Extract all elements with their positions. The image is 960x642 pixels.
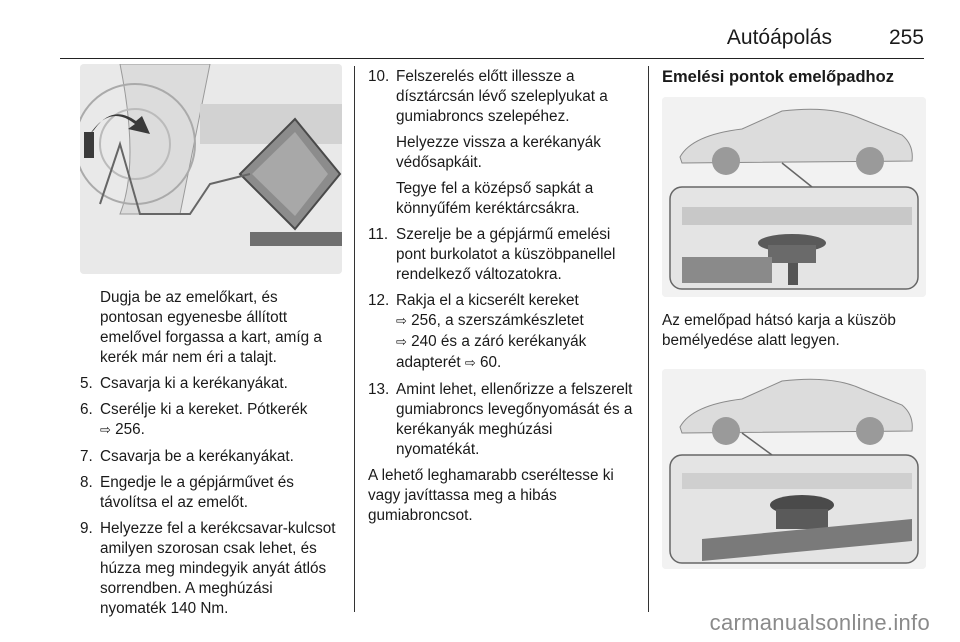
- step-text: Rakja el a kicserélt kereket: [396, 292, 579, 309]
- list-item: [80, 519, 342, 619]
- step-text: Cserélje ki a kereket. Pótkerék: [100, 401, 308, 418]
- step-text: Szerelje be a gépjármű emelési pont burkolatot a küszöbpanellel rendelkező változatokra.: [396, 226, 616, 283]
- closing-paragraph: A lehető leghamarabb cseréltesse ki vagy javíttassa meg a hibás gumiabroncsot.: [368, 467, 614, 524]
- column-divider-left: [354, 66, 355, 612]
- step-text: Amint lehet, ellenőrizze a felszerelt gumiabroncs levegőnyomását és a kerékanyák meghúzási nyomatékát.: [396, 381, 633, 458]
- step-text: Helyezze fel a kerékcsavar-kulcsot amilyen szorosan csak lehet, és húzza meg mindegyik anyát átlós sorrendben. A meghúzási nyomaték 140 Nm.: [100, 520, 336, 617]
- step-subtext: Tegye fel a középső sapkát a könnyűfém keréktárcsákra.: [396, 180, 594, 217]
- front-lift-point-illustration: [662, 97, 926, 297]
- figure-caption: Az emelőpad hátsó karja a küszöb bemélyedése alatt legyen.: [662, 312, 896, 349]
- cross-ref-arrow-icon: ⇨: [396, 335, 407, 350]
- cross-ref-arrow-icon: ⇨: [464, 356, 476, 371]
- step-number: 9.: [80, 520, 93, 537]
- steps-list-2: [368, 67, 638, 127]
- column-2: [368, 67, 638, 526]
- step-text: Csavarja ki a kerékanyákat.: [100, 375, 288, 392]
- step-number: 11.: [368, 226, 389, 243]
- list-item: [80, 473, 342, 513]
- column-divider-right: [648, 66, 649, 612]
- section-heading: Emelési pontok emelőpadhoz: [662, 68, 894, 86]
- list-item: [80, 447, 342, 467]
- list-item: [80, 400, 342, 441]
- step-number: 6.: [80, 401, 93, 418]
- list-item: [368, 291, 638, 374]
- step-number: 12.: [368, 292, 390, 309]
- step-number: 13.: [368, 381, 390, 398]
- steps-list-1: [80, 374, 342, 619]
- steps-list-3: [368, 225, 638, 460]
- cross-ref-arrow-icon: ⇨: [396, 314, 407, 329]
- page-reference: 240 és a záró kerékanyák adapterét: [396, 333, 587, 371]
- jack-lifting-illustration: [80, 64, 342, 274]
- list-item: [80, 374, 342, 394]
- step-number: 8.: [80, 474, 93, 491]
- step-number: 5.: [80, 375, 93, 392]
- column-3: [662, 67, 926, 569]
- list-item: [368, 380, 638, 460]
- step-text: Engedje le a gépjárművet és távolítsa el az emelőt.: [100, 474, 294, 511]
- step-text: Felszerelés előtt illessze a dísztárcsán lévő szeleplyukat a gumiabroncs szelepéhez.: [396, 68, 608, 125]
- rear-lift-point-illustration: [662, 369, 926, 569]
- cross-ref-arrow-icon: ⇨: [100, 423, 111, 438]
- jack-intro-text: Dugja be az emelőkart, és pontosan egyenesbe állított emelővel forgassa a kart, amíg a kerék már nem éri a talajt.: [100, 289, 322, 366]
- step-number: 7.: [80, 448, 93, 465]
- step-text: Csavarja be a kerékanyákat.: [100, 448, 294, 465]
- page-reference: 256, a szerszámkészletet: [411, 312, 584, 329]
- step-number: 10.: [368, 68, 390, 85]
- page-header: [60, 24, 924, 59]
- page-reference: 256.: [115, 421, 145, 438]
- page-number: 255: [888, 26, 924, 49]
- step-subtext: Helyezze vissza a kerékanyák védősapkáit.: [396, 134, 601, 171]
- watermark: carmanualsonline.info: [709, 610, 930, 635]
- section-title: Autóápolás: [726, 26, 832, 49]
- list-item: [368, 225, 638, 285]
- list-item: [368, 67, 638, 127]
- page-reference: 60.: [480, 354, 502, 371]
- column-1: [80, 64, 342, 625]
